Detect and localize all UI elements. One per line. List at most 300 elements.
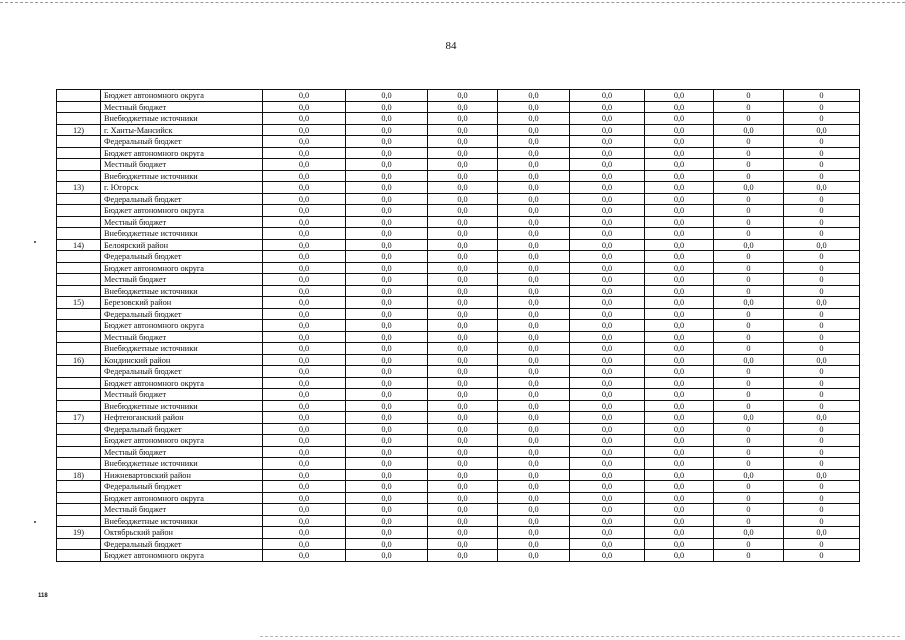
table-row [57, 538, 860, 550]
value-cell: 0,0 [714, 182, 784, 194]
value-cell: 0 [714, 515, 784, 527]
funding-source-cell: Внебюджетные источники [101, 113, 263, 125]
value-cell: 0 [784, 159, 860, 171]
value-cell: 0,0 [346, 285, 428, 297]
value-cell: 0,0 [428, 124, 498, 136]
value-cell: 0,0 [570, 400, 645, 412]
table-row [57, 147, 860, 159]
value-cell: 0 [714, 90, 784, 102]
table-body [57, 90, 860, 562]
value-cell: 0,0 [428, 538, 498, 550]
value-cell: 0,0 [498, 515, 570, 527]
value-cell: 0,0 [498, 343, 570, 355]
value-cell: 0 [714, 193, 784, 205]
value-cell: 0,0 [428, 205, 498, 217]
district-name-cell: Октябрьский район [101, 527, 263, 539]
value-cell: 0,0 [498, 446, 570, 458]
value-cell: 0,0 [714, 239, 784, 251]
row-number-cell: 12) [57, 124, 101, 136]
value-cell: 0,0 [498, 113, 570, 125]
value-cell: 0,0 [645, 101, 714, 113]
value-cell: 0,0 [498, 527, 570, 539]
value-cell: 0,0 [346, 113, 428, 125]
value-cell: 0,0 [498, 205, 570, 217]
value-cell: 0,0 [263, 308, 346, 320]
funding-source-cell: Бюджет автономного округа [101, 320, 263, 332]
funding-source-cell: Бюджет автономного округа [101, 147, 263, 159]
value-cell: 0,0 [346, 101, 428, 113]
value-cell: 0 [714, 343, 784, 355]
value-cell: 0,0 [498, 308, 570, 320]
value-cell: 0,0 [498, 435, 570, 447]
value-cell: 0,0 [645, 423, 714, 435]
value-cell: 0 [784, 147, 860, 159]
value-cell: 0,0 [263, 182, 346, 194]
value-cell: 0,0 [498, 262, 570, 274]
funding-source-cell: Федеральный бюджет [101, 423, 263, 435]
value-cell: 0,0 [498, 159, 570, 171]
table-row [57, 320, 860, 332]
value-cell: 0 [714, 400, 784, 412]
funding-source-cell: Бюджет автономного округа [101, 90, 263, 102]
value-cell: 0,0 [570, 228, 645, 240]
value-cell: 0,0 [570, 274, 645, 286]
row-number-cell [57, 308, 101, 320]
table-row [57, 297, 860, 309]
value-cell: 0 [784, 262, 860, 274]
row-number-cell [57, 400, 101, 412]
value-cell: 0,0 [346, 412, 428, 424]
value-cell: 0,0 [645, 136, 714, 148]
funding-source-cell: Бюджет автономного округа [101, 435, 263, 447]
funding-source-cell: Местный бюджет [101, 331, 263, 343]
value-cell: 0,0 [346, 251, 428, 263]
row-number-cell: 16) [57, 354, 101, 366]
value-cell: 0,0 [645, 515, 714, 527]
row-number-cell [57, 170, 101, 182]
value-cell: 0,0 [498, 228, 570, 240]
value-cell: 0,0 [263, 377, 346, 389]
value-cell: 0,0 [498, 538, 570, 550]
value-cell: 0,0 [428, 343, 498, 355]
value-cell: 0,0 [498, 492, 570, 504]
value-cell: 0,0 [263, 262, 346, 274]
row-number-cell [57, 262, 101, 274]
funding-source-cell: Федеральный бюджет [101, 251, 263, 263]
row-number-cell [57, 423, 101, 435]
funding-source-cell: Местный бюджет [101, 446, 263, 458]
value-cell: 0,0 [428, 331, 498, 343]
value-cell: 0,0 [570, 320, 645, 332]
table-row [57, 136, 860, 148]
value-cell: 0 [784, 205, 860, 217]
district-name-cell: Нефтеюганский район [101, 412, 263, 424]
table-row [57, 239, 860, 251]
value-cell: 0,0 [498, 239, 570, 251]
table-row [57, 262, 860, 274]
value-cell: 0 [714, 550, 784, 562]
value-cell: 0,0 [428, 228, 498, 240]
value-cell: 0,0 [784, 354, 860, 366]
value-cell: 0,0 [645, 377, 714, 389]
value-cell: 0,0 [645, 274, 714, 286]
value-cell: 0 [714, 423, 784, 435]
value-cell: 0,0 [428, 469, 498, 481]
table-row [57, 308, 860, 320]
funding-source-cell: Внебюджетные источники [101, 170, 263, 182]
value-cell: 0,0 [263, 423, 346, 435]
value-cell: 0 [784, 550, 860, 562]
value-cell: 0 [714, 228, 784, 240]
value-cell: 0,0 [570, 159, 645, 171]
funding-source-cell: Местный бюджет [101, 216, 263, 228]
value-cell: 0 [784, 101, 860, 113]
value-cell: 0 [784, 136, 860, 148]
value-cell: 0,0 [263, 538, 346, 550]
value-cell: 0,0 [428, 400, 498, 412]
row-number-cell: 18) [57, 469, 101, 481]
row-number-cell [57, 377, 101, 389]
table-row [57, 435, 860, 447]
row-number-cell [57, 216, 101, 228]
value-cell: 0,0 [498, 297, 570, 309]
value-cell: 0,0 [428, 389, 498, 401]
funding-source-cell: Федеральный бюджет [101, 193, 263, 205]
value-cell: 0 [784, 435, 860, 447]
value-cell: 0,0 [346, 239, 428, 251]
value-cell: 0,0 [263, 435, 346, 447]
funding-source-cell: Бюджет автономного округа [101, 205, 263, 217]
row-number-cell [57, 343, 101, 355]
row-number-cell: 14) [57, 239, 101, 251]
table-row [57, 377, 860, 389]
value-cell: 0 [784, 400, 860, 412]
value-cell: 0,0 [263, 527, 346, 539]
row-number-cell [57, 159, 101, 171]
funding-source-cell: Федеральный бюджет [101, 308, 263, 320]
table-row [57, 550, 860, 562]
value-cell: 0,0 [346, 170, 428, 182]
value-cell: 0 [714, 205, 784, 217]
value-cell: 0,0 [645, 182, 714, 194]
value-cell: 0,0 [428, 90, 498, 102]
value-cell: 0,0 [263, 193, 346, 205]
value-cell: 0,0 [346, 216, 428, 228]
value-cell: 0,0 [263, 170, 346, 182]
row-number-cell: 17) [57, 412, 101, 424]
value-cell: 0,0 [263, 469, 346, 481]
value-cell: 0 [714, 492, 784, 504]
value-cell: 0,0 [263, 320, 346, 332]
value-cell: 0,0 [645, 389, 714, 401]
value-cell: 0 [714, 320, 784, 332]
value-cell: 0,0 [428, 216, 498, 228]
value-cell: 0,0 [346, 515, 428, 527]
scan-edge-top [0, 2, 905, 3]
value-cell: 0,0 [428, 136, 498, 148]
value-cell: 0,0 [498, 389, 570, 401]
value-cell: 0,0 [714, 469, 784, 481]
value-cell: 0,0 [263, 550, 346, 562]
table-row [57, 423, 860, 435]
value-cell: 0,0 [498, 147, 570, 159]
table-row [57, 515, 860, 527]
row-number-cell: 13) [57, 182, 101, 194]
value-cell: 0 [784, 515, 860, 527]
value-cell: 0,0 [714, 297, 784, 309]
value-cell: 0,0 [645, 90, 714, 102]
table-row [57, 251, 860, 263]
value-cell: 0,0 [428, 297, 498, 309]
value-cell: 0,0 [645, 205, 714, 217]
value-cell: 0,0 [645, 193, 714, 205]
value-cell: 0 [714, 216, 784, 228]
value-cell: 0 [784, 446, 860, 458]
value-cell: 0 [784, 538, 860, 550]
row-number-cell [57, 435, 101, 447]
value-cell: 0,0 [263, 515, 346, 527]
funding-source-cell: Местный бюджет [101, 504, 263, 516]
value-cell: 0 [784, 331, 860, 343]
value-cell: 0 [784, 423, 860, 435]
value-cell: 0,0 [645, 159, 714, 171]
value-cell: 0,0 [645, 366, 714, 378]
value-cell: 0 [784, 170, 860, 182]
value-cell: 0,0 [498, 331, 570, 343]
table-row [57, 400, 860, 412]
table-row [57, 170, 860, 182]
funding-source-cell: Внебюджетные источники [101, 400, 263, 412]
row-number-cell [57, 504, 101, 516]
value-cell: 0,0 [428, 481, 498, 493]
value-cell: 0 [784, 251, 860, 263]
table-row [57, 216, 860, 228]
value-cell: 0,0 [263, 239, 346, 251]
value-cell: 0,0 [645, 481, 714, 493]
value-cell: 0,0 [346, 550, 428, 562]
value-cell: 0 [714, 446, 784, 458]
value-cell: 0 [714, 308, 784, 320]
value-cell: 0,0 [428, 147, 498, 159]
funding-source-cell: Местный бюджет [101, 101, 263, 113]
value-cell: 0,0 [498, 458, 570, 470]
value-cell: 0,0 [346, 308, 428, 320]
value-cell: 0,0 [498, 193, 570, 205]
value-cell: 0,0 [498, 550, 570, 562]
value-cell: 0,0 [428, 159, 498, 171]
table-row [57, 504, 860, 516]
row-number-cell [57, 458, 101, 470]
value-cell: 0,0 [645, 262, 714, 274]
value-cell: 0 [784, 377, 860, 389]
value-cell: 0,0 [346, 331, 428, 343]
value-cell: 0,0 [570, 124, 645, 136]
value-cell: 0 [714, 435, 784, 447]
value-cell: 0,0 [263, 159, 346, 171]
value-cell: 0 [784, 389, 860, 401]
value-cell: 0,0 [346, 297, 428, 309]
value-cell: 0,0 [263, 481, 346, 493]
value-cell: 0,0 [570, 90, 645, 102]
funding-source-cell: Внебюджетные источники [101, 228, 263, 240]
value-cell: 0,0 [428, 366, 498, 378]
value-cell: 0 [714, 113, 784, 125]
value-cell: 0,0 [645, 446, 714, 458]
value-cell: 0,0 [784, 469, 860, 481]
value-cell: 0,0 [346, 469, 428, 481]
value-cell: 0 [714, 170, 784, 182]
value-cell: 0,0 [346, 366, 428, 378]
value-cell: 0 [784, 113, 860, 125]
value-cell: 0,0 [263, 354, 346, 366]
funding-source-cell: Федеральный бюджет [101, 136, 263, 148]
row-number-cell [57, 101, 101, 113]
funding-source-cell: Внебюджетные источники [101, 458, 263, 470]
row-number-cell [57, 492, 101, 504]
value-cell: 0,0 [570, 205, 645, 217]
value-cell: 0 [784, 504, 860, 516]
value-cell: 0,0 [645, 216, 714, 228]
table-row [57, 458, 860, 470]
funding-source-cell: Федеральный бюджет [101, 366, 263, 378]
value-cell: 0,0 [570, 193, 645, 205]
value-cell: 0,0 [645, 297, 714, 309]
value-cell: 0,0 [263, 136, 346, 148]
table-row [57, 113, 860, 125]
value-cell: 0,0 [498, 320, 570, 332]
value-cell: 0,0 [263, 366, 346, 378]
value-cell: 0,0 [498, 504, 570, 516]
value-cell: 0,0 [428, 251, 498, 263]
value-cell: 0,0 [645, 113, 714, 125]
value-cell: 0,0 [428, 435, 498, 447]
value-cell: 0,0 [645, 538, 714, 550]
row-number-cell [57, 389, 101, 401]
value-cell: 0 [714, 285, 784, 297]
funding-source-cell: Бюджет автономного округа [101, 492, 263, 504]
value-cell: 0,0 [263, 216, 346, 228]
row-number-cell [57, 515, 101, 527]
value-cell: 0,0 [645, 550, 714, 562]
budget-table [56, 89, 860, 562]
value-cell: 0 [784, 274, 860, 286]
value-cell: 0,0 [498, 136, 570, 148]
value-cell: 0,0 [498, 170, 570, 182]
value-cell: 0,0 [498, 377, 570, 389]
value-cell: 0 [714, 504, 784, 516]
value-cell: 0,0 [263, 400, 346, 412]
funding-source-cell: Внебюджетные источники [101, 285, 263, 297]
value-cell: 0,0 [498, 285, 570, 297]
value-cell: 0 [714, 159, 784, 171]
value-cell: 0,0 [428, 308, 498, 320]
value-cell: 0,0 [346, 492, 428, 504]
value-cell: 0,0 [498, 366, 570, 378]
value-cell: 0 [714, 251, 784, 263]
value-cell: 0,0 [428, 101, 498, 113]
value-cell: 0,0 [570, 147, 645, 159]
value-cell: 0 [784, 481, 860, 493]
value-cell: 0 [714, 389, 784, 401]
value-cell: 0,0 [428, 354, 498, 366]
value-cell: 0,0 [428, 446, 498, 458]
value-cell: 0,0 [263, 124, 346, 136]
value-cell: 0,0 [498, 182, 570, 194]
value-cell: 0,0 [570, 458, 645, 470]
value-cell: 0,0 [428, 458, 498, 470]
table-row [57, 446, 860, 458]
value-cell: 0,0 [645, 331, 714, 343]
district-name-cell: Березовский район [101, 297, 263, 309]
value-cell: 0,0 [570, 239, 645, 251]
value-cell: 0,0 [428, 504, 498, 516]
row-number-cell [57, 136, 101, 148]
value-cell: 0,0 [570, 101, 645, 113]
value-cell: 0,0 [428, 492, 498, 504]
value-cell: 0,0 [645, 251, 714, 263]
value-cell: 0,0 [263, 458, 346, 470]
funding-source-cell: Местный бюджет [101, 159, 263, 171]
value-cell: 0,0 [346, 147, 428, 159]
row-number-cell [57, 331, 101, 343]
row-number-cell [57, 366, 101, 378]
value-cell: 0,0 [498, 412, 570, 424]
value-cell: 0 [784, 458, 860, 470]
value-cell: 0,0 [784, 182, 860, 194]
row-number-cell [57, 274, 101, 286]
value-cell: 0,0 [428, 423, 498, 435]
value-cell: 0,0 [498, 101, 570, 113]
district-name-cell: г. Ханты-Мансийск [101, 124, 263, 136]
value-cell: 0 [714, 481, 784, 493]
value-cell: 0,0 [645, 308, 714, 320]
value-cell: 0,0 [570, 423, 645, 435]
value-cell: 0,0 [498, 481, 570, 493]
table-row [57, 366, 860, 378]
margin-dot [34, 521, 36, 523]
value-cell: 0,0 [346, 193, 428, 205]
row-number-cell [57, 193, 101, 205]
value-cell: 0,0 [263, 343, 346, 355]
value-cell: 0 [784, 308, 860, 320]
value-cell: 0,0 [346, 504, 428, 516]
value-cell: 0,0 [570, 113, 645, 125]
value-cell: 0,0 [428, 285, 498, 297]
row-number-cell [57, 285, 101, 297]
funding-source-cell: Бюджет автономного округа [101, 262, 263, 274]
table-row [57, 285, 860, 297]
value-cell: 0,0 [714, 354, 784, 366]
value-cell: 0,0 [645, 170, 714, 182]
value-cell: 0,0 [346, 274, 428, 286]
value-cell: 0 [714, 538, 784, 550]
value-cell: 0,0 [498, 90, 570, 102]
value-cell: 0,0 [645, 228, 714, 240]
funding-source-cell: Бюджет автономного округа [101, 377, 263, 389]
value-cell: 0,0 [570, 527, 645, 539]
value-cell: 0,0 [263, 412, 346, 424]
table-row [57, 274, 860, 286]
table-row [57, 331, 860, 343]
value-cell: 0,0 [570, 469, 645, 481]
value-cell: 0,0 [570, 262, 645, 274]
value-cell: 0,0 [645, 435, 714, 447]
table-row [57, 205, 860, 217]
value-cell: 0 [714, 458, 784, 470]
value-cell: 0,0 [263, 205, 346, 217]
value-cell: 0,0 [498, 469, 570, 481]
value-cell: 0,0 [570, 308, 645, 320]
